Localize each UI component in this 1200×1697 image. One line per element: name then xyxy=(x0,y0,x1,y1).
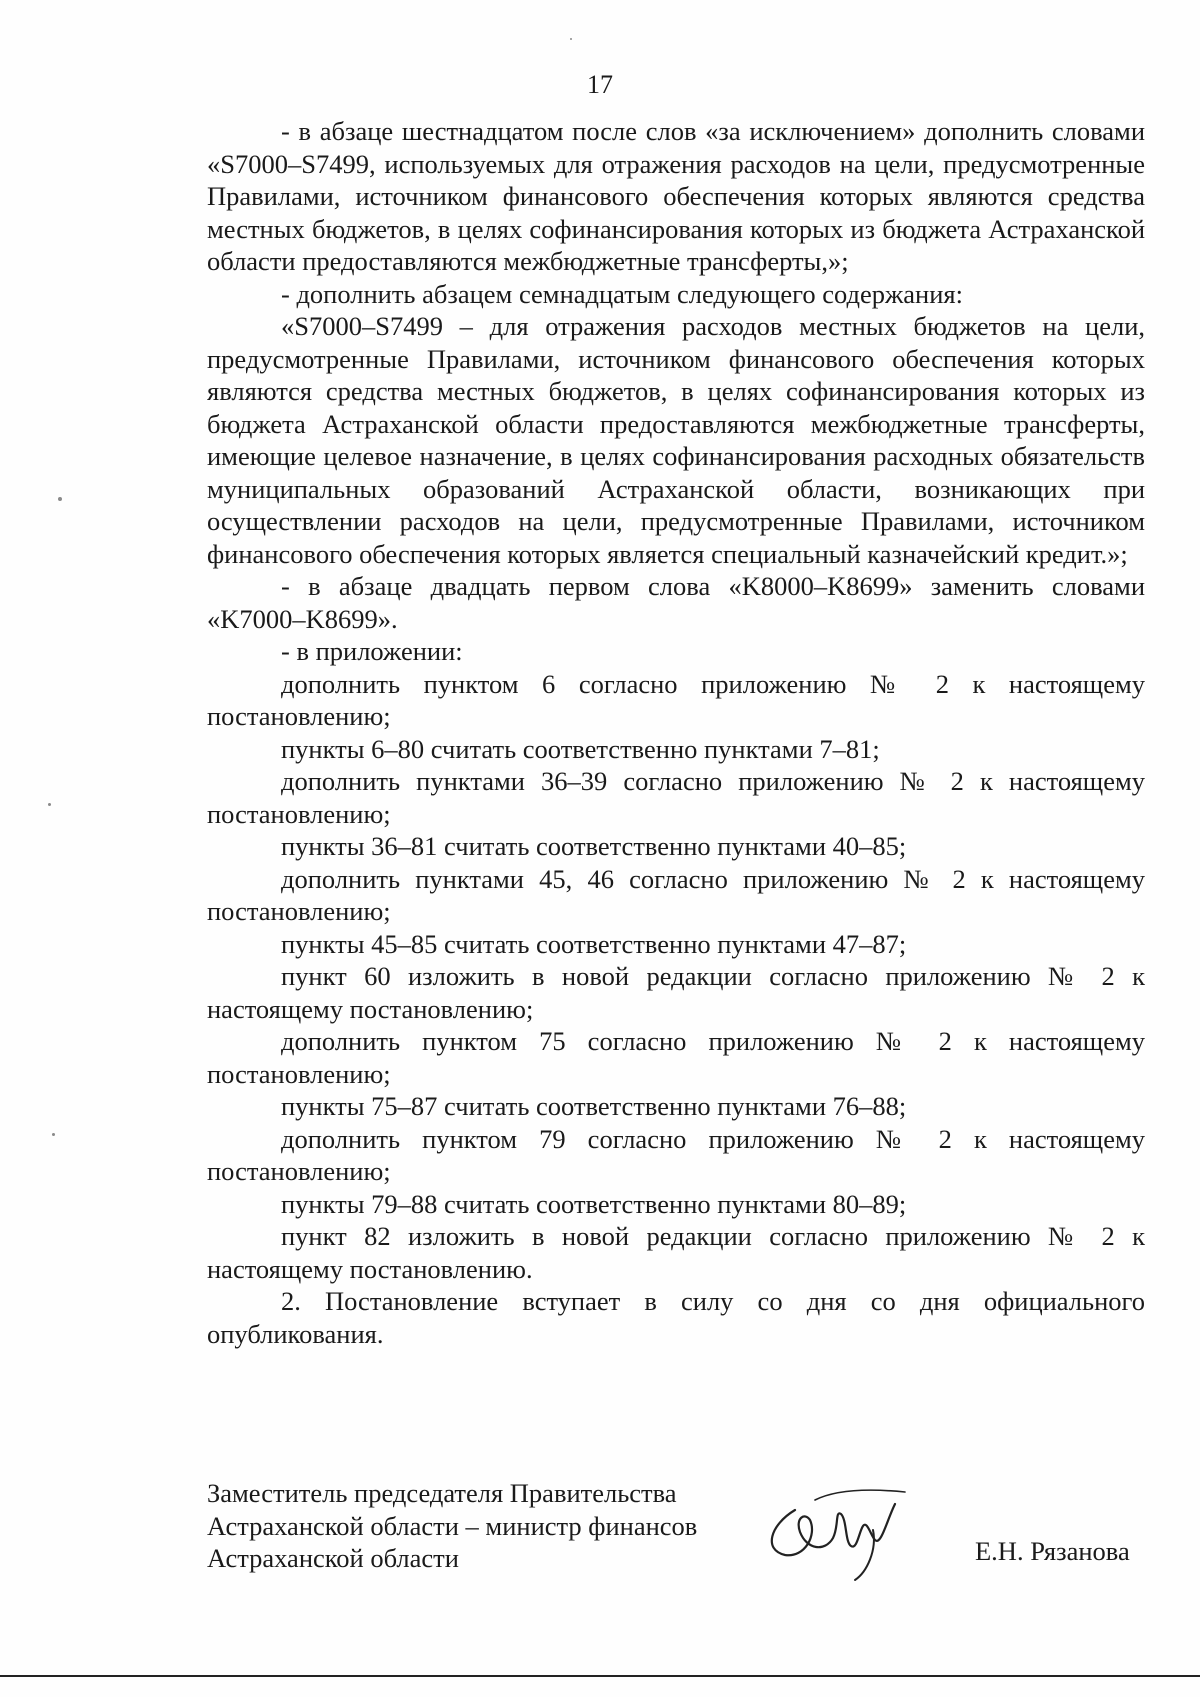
signatory-position xyxy=(207,1477,697,1575)
signatory-position-line: Астраханской области xyxy=(207,1543,459,1573)
paragraph: «S7000–S7499 – для отражения расходов местных бюджетов на цели, предусмотренные Правилами, источником финансового обеспечения которых являются средства местных бюджетов, в целях софинансирования которых из бюджета Астраханской области предоставляются межбюджетные трансферты, имеющие целевое назначение, в целях софинансирования расходных обязательств муниципальных образований Астраханской области, возникающих при осуществлении расходов на цели, предусмотренные Правилами, источником финансового обеспечения которых является специальный казначейский кредит.»; xyxy=(207,311,1145,569)
paragraph: пункты 79–88 считать соответственно пунктами 80–89; xyxy=(281,1188,907,1219)
scan-speck xyxy=(58,497,62,501)
paragraph: дополнить пунктом 6 согласно приложению № 2 к настоящему постановлению; xyxy=(207,668,1145,731)
paragraph: пункты 6–80 считать соответственно пунктами 7–81; xyxy=(281,733,880,764)
paragraph: пункты 45–85 считать соответственно пунктами 47–87; xyxy=(281,928,907,959)
signatory-position-line: Заместитель председателя Правительства xyxy=(207,1478,677,1508)
document-body xyxy=(207,115,1145,1350)
paragraph: - дополнить абзацем семнадцатым следующего содержания: xyxy=(281,278,963,309)
paragraph: пункт 82 изложить в новой редакции согласно приложению № 2 к настоящему постановлению. xyxy=(207,1221,1145,1284)
page-number: 17 xyxy=(587,70,613,99)
paragraph: дополнить пунктом 75 согласно приложению № 2 к настоящему постановлению; xyxy=(207,1026,1145,1089)
scan-speck xyxy=(570,38,572,40)
paragraph: дополнить пунктами 36–39 согласно приложению № 2 к настоящему постановлению; xyxy=(207,766,1145,829)
paragraph: - в абзаце двадцать первом слова «K8000–K8699» заменить словами «K7000–K8699». xyxy=(207,571,1145,634)
handwritten-signature xyxy=(755,1480,915,1585)
paragraph: дополнить пунктом 79 согласно приложению № 2 к настоящему постановлению; xyxy=(207,1123,1145,1186)
paragraph: пункты 36–81 считать соответственно пунктами 40–85; xyxy=(281,831,907,861)
paragraph: 2. Постановление вступает в силу со дня со дня официального опубликования. xyxy=(207,1286,1145,1349)
scan-speck xyxy=(52,1133,55,1136)
scan-speck xyxy=(48,803,51,806)
bottom-rule xyxy=(0,1675,1200,1677)
signatory-name: Е.Н. Рязанова xyxy=(975,1536,1130,1566)
paragraph: дополнить пунктами 45, 46 согласно приложению № 2 к настоящему постановлению; xyxy=(207,863,1145,926)
paragraph: - в приложении: xyxy=(281,636,463,666)
paragraph: пункты 75–87 считать соответственно пунктами 76–88; xyxy=(281,1091,907,1121)
paragraph: пункт 60 изложить в новой редакции согласно приложению № 2 к настоящему постановлению; xyxy=(207,961,1145,1024)
paragraph: - в абзаце шестнадцатом после слов «за исключением» дополнить словами «S7000–S7499, используемых для отражения расходов на цели, предусмотренные Правилами, источником финансового обеспечения которых являются средства местных бюджетов, в целях софинансирования которых из бюджета Астраханской области предоставляются межбюджетные трансферты,»; xyxy=(207,116,1145,276)
signatory-position-line: Астраханской области – министр финансов xyxy=(207,1510,698,1541)
